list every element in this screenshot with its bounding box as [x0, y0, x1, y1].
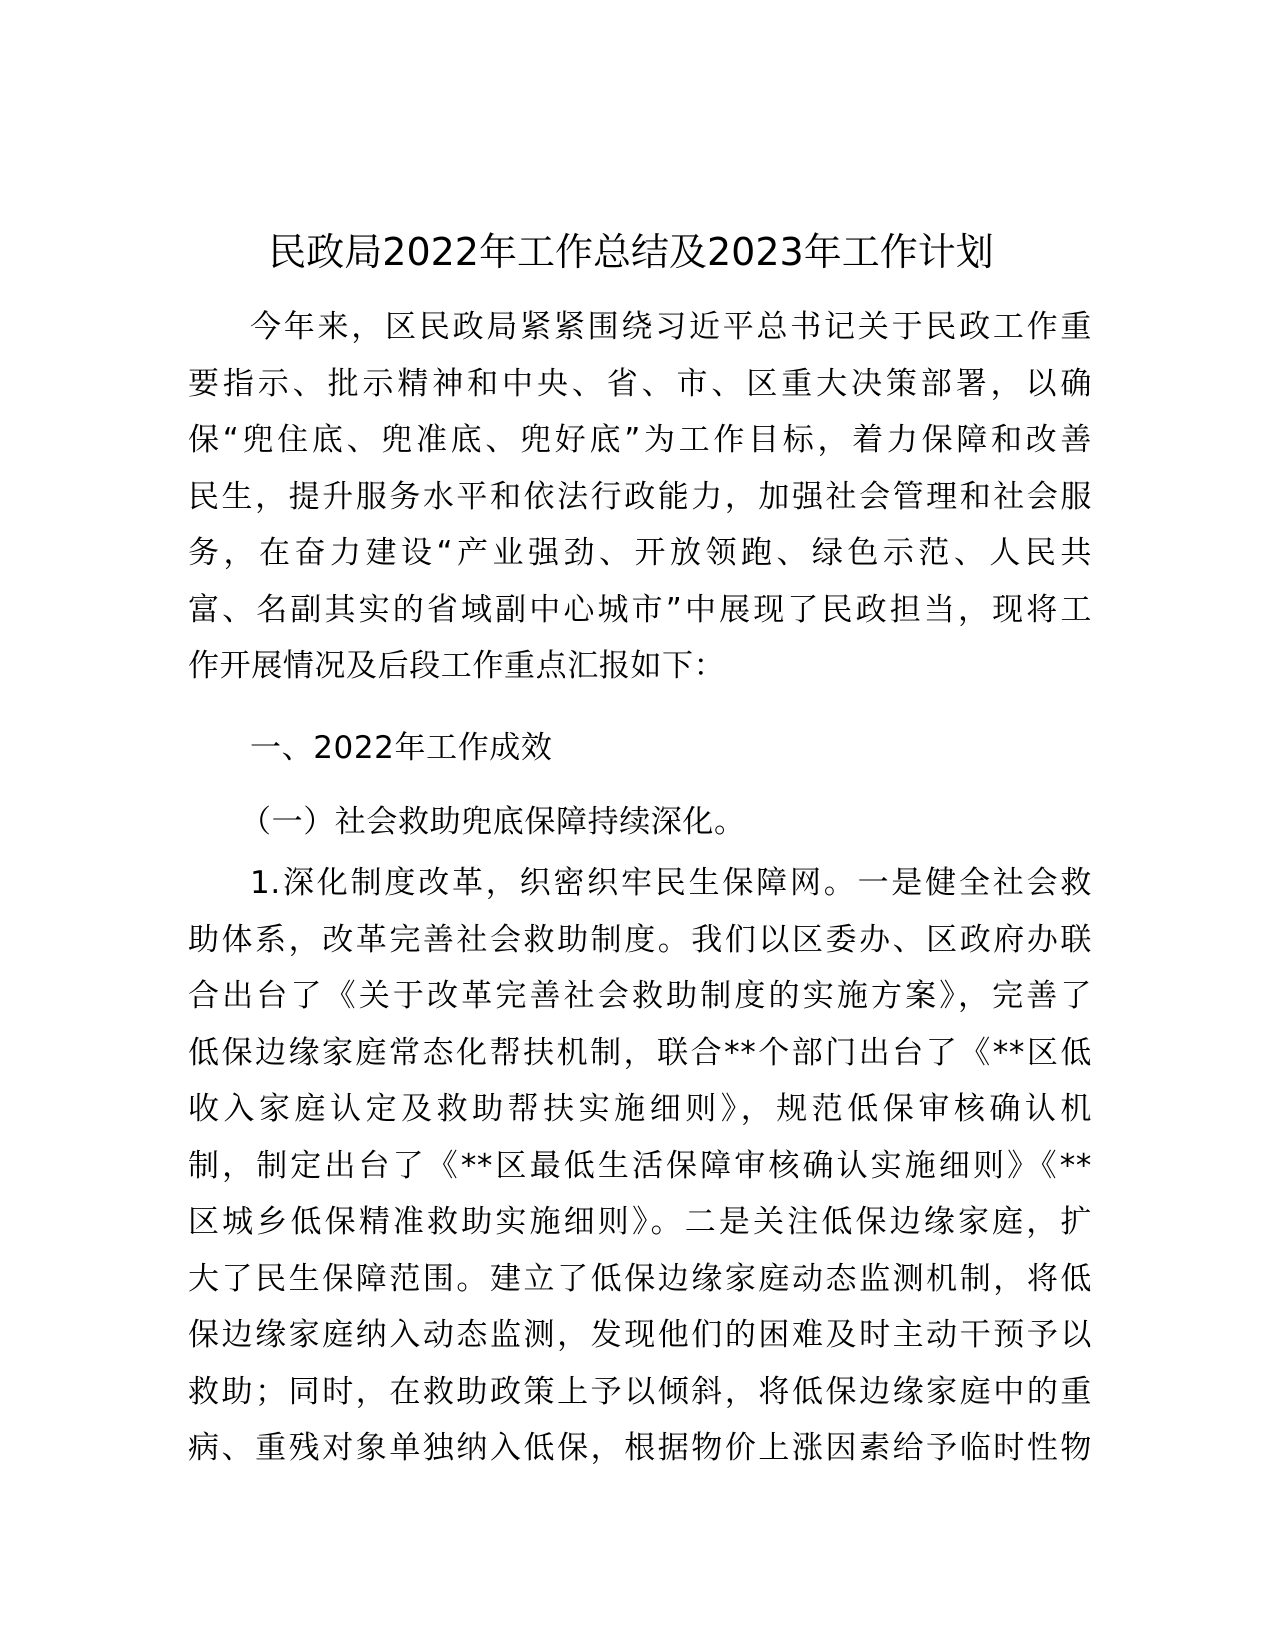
paragraph-line: 保“兜住底、兜准底、兜好底”为工作目标，着力保障和改善 [188, 422, 1092, 458]
paragraph-line: 作开展情况及后段工作重点汇报如下： [188, 648, 726, 684]
paragraph-line: 保边缘家庭纳入动态监测，发现他们的困难及时主动干预予以 [188, 1317, 1092, 1353]
paragraph-line: 制，制定出台了《**区最低生活保障审核确认实施细则》《** [188, 1147, 1092, 1184]
paragraph-line: 病、重残对象单独纳入低保，根据物价上涨因素给予临时性物 [188, 1430, 1092, 1466]
section-heading: 一、2022年工作成效 [250, 730, 553, 766]
paragraph-line: 民生，提升服务水平和依法行政能力，加强社会管理和社会服 [188, 478, 1092, 515]
subsection-heading: （一）社会救助兜底保障持续深化。 [240, 804, 746, 840]
paragraph-line: 助体系，改革完善社会救助制度。我们以区委办、区政府办联 [188, 921, 1092, 958]
document-title: 民政局2022年工作总结及2023年工作计划 [268, 230, 994, 274]
paragraph-line: 要指示、批示精神和中央、省、市、区重大决策部署，以确 [188, 365, 1092, 402]
paragraph-line: 合出台了《关于改革完善社会救助制度的实施方案》，完善了 [188, 978, 1092, 1014]
subsection-heading-block [188, 794, 1092, 850]
paragraph-line: 1.深化制度改革，织密织牢民生保障网。一是健全社会救 [250, 865, 1092, 901]
paragraph-line: 救助；同时，在救助政策上予以倾斜，将低保边缘家庭中的重 [188, 1373, 1092, 1410]
section-heading-block [188, 720, 1092, 776]
paragraph-line: 收入家庭认定及救助帮扶实施细则》，规范低保审核确认机 [188, 1091, 1092, 1127]
paragraph-line: 今年来，区民政局紧紧围绕习近平总书记关于民政工作重 [250, 309, 1092, 345]
paragraph-line: 大了民生保障范围。建立了低保边缘家庭动态监测机制，将低 [188, 1260, 1092, 1297]
intro-paragraph [188, 299, 1092, 695]
paragraph-line: 务，在奋力建设“产业强劲、开放领跑、绿色示范、人民共 [188, 535, 1092, 571]
paragraph-line: 低保边缘家庭常态化帮扶机制，联合**个部门出台了《**区低 [188, 1034, 1092, 1071]
item-paragraph [188, 855, 1092, 1477]
paragraph-line: 富、名副其实的省域副中心城市”中展现了民政担当，现将工 [188, 591, 1092, 628]
paragraph-line: 区城乡低保精准救助实施细则》。二是关注低保边缘家庭，扩 [188, 1204, 1092, 1240]
